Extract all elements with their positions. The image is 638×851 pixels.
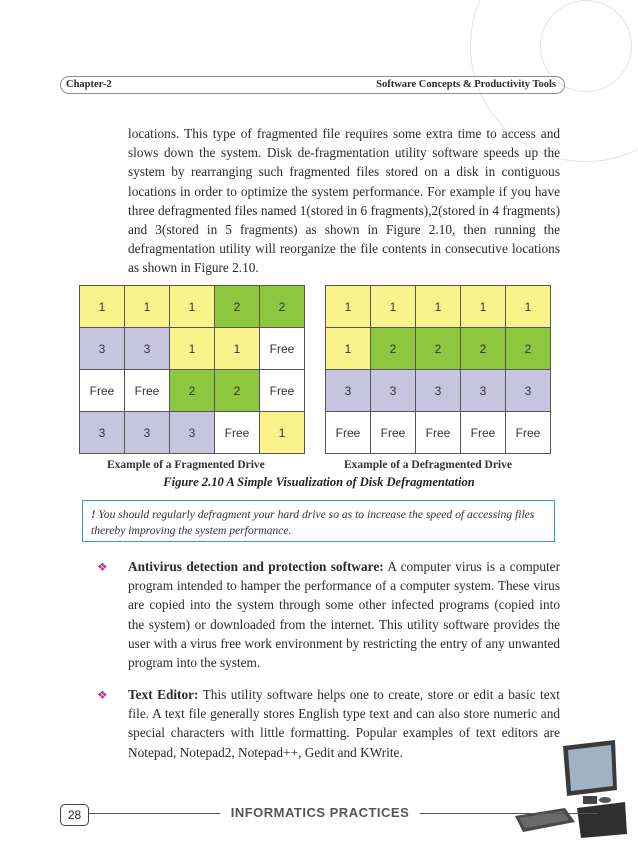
disk-block: 3 [80,328,125,370]
disk-block: 3 [80,412,125,454]
disk-block: 1 [506,286,551,328]
grid-row [326,286,551,328]
disk-block: 3 [371,370,416,412]
grid-row [326,328,551,370]
grid-row [80,412,305,454]
grid-row [326,370,551,412]
defragmented-caption: Example of a Defragmented Drive [344,459,512,471]
computer-illustration [505,738,630,838]
disk-block: 3 [326,370,371,412]
disk-block: 3 [125,328,170,370]
disk-block: 1 [125,286,170,328]
defragmented-drive-grid [325,285,551,454]
running-header [60,76,565,94]
body-paragraph: locations. This type of fragmented file requires some extra time to access and slows down the system. Disk de-fragmentation utility software speeds up the system by rearranging such fragmented files stored on a disk in contiguous locations in order to optimize the system performance. For example if you have three defragmented files named 1(stored in 6 fragments),2(stored in 4 fragments) and 3(stored in 5 fragments) as shown in Figure 2.10, then running the defragmentation utility will reorganize the file contents in consecutive locations as shown in Figure 2.10. [128,126,560,276]
disk-block: Free [215,412,260,454]
disk-block: 2 [260,286,305,328]
chapter-label: Chapter-2 [66,79,112,90]
disk-block: 3 [125,412,170,454]
disk-block: 2 [371,328,416,370]
bullet-text: A computer virus is a computer program intended to hamper the performance of a computer system. These virus are copied into the system through some other infected programs (copied into the system) or downloaded from the internet. This utility software provides the user with a virus free work environment by restricting the entry of any unwanted program into the system. [128,559,561,671]
disk-block: 2 [215,370,260,412]
disk-block: Free [326,412,371,454]
disk-block: Free [125,370,170,412]
bullet-title: Text Editor: [128,687,199,702]
footer-title: INFORMATICS PRACTICES [220,805,420,820]
note-marker: ! [91,508,96,521]
cpu-tower-icon [577,802,627,838]
grid-row [326,412,551,454]
bullet-title: Antivirus detection and protection software: [128,559,384,574]
disk-block: 2 [506,328,551,370]
disk-block: 1 [461,286,506,328]
disk-block: 2 [215,286,260,328]
disk-block: Free [80,370,125,412]
disk-block: 2 [461,328,506,370]
bullet-icon: ❖ [97,688,108,702]
bullet-paragraph [128,685,560,762]
disk-block: Free [506,412,551,454]
disk-block: 1 [80,286,125,328]
disk-block: 1 [215,328,260,370]
disk-block: 1 [260,412,305,454]
disk-block: Free [416,412,461,454]
page-number: 28 [60,804,89,826]
fragmented-drive-grid [79,285,305,454]
disk-block: 3 [506,370,551,412]
disk-block: Free [461,412,506,454]
note-box [82,500,555,542]
disk-block: 3 [416,370,461,412]
disk-block: 1 [170,328,215,370]
disk-block: 3 [461,370,506,412]
disk-block: 1 [416,286,461,328]
disk-block: 2 [416,328,461,370]
mouse-icon [599,797,611,803]
disk-block: 1 [326,286,371,328]
disk-block: 1 [170,286,215,328]
disk-block: 1 [326,328,371,370]
note-text: You should regularly defragment your hard drive so as to increase the speed of accessing files thereby improving the system performance. [91,508,535,537]
disk-block: Free [260,328,305,370]
section-title: Software Concepts & Productivity Tools [376,79,556,90]
disk-block: 2 [170,370,215,412]
disk-block: Free [260,370,305,412]
disk-block: 3 [170,412,215,454]
fragmented-caption: Example of a Fragmented Drive [107,459,265,471]
bullet-icon: ❖ [97,560,108,574]
grid-row [80,370,305,412]
grid-row [80,328,305,370]
bullet-text: This utility software helps one to create, store or edit a basic text file. A text file generally stores English type text and can also store numeric and special characters with little formatting. Popular examples of text editors are Notepad, Notepad2, Notepad++, Gedit and KWrite. [128,687,560,760]
bullet-paragraph [128,557,560,672]
disk-block: Free [371,412,416,454]
figure-caption: Figure 2.10 A Simple Visualization of Disk Defragmentation [163,475,475,489]
disk-block: 1 [371,286,416,328]
grid-row [80,286,305,328]
